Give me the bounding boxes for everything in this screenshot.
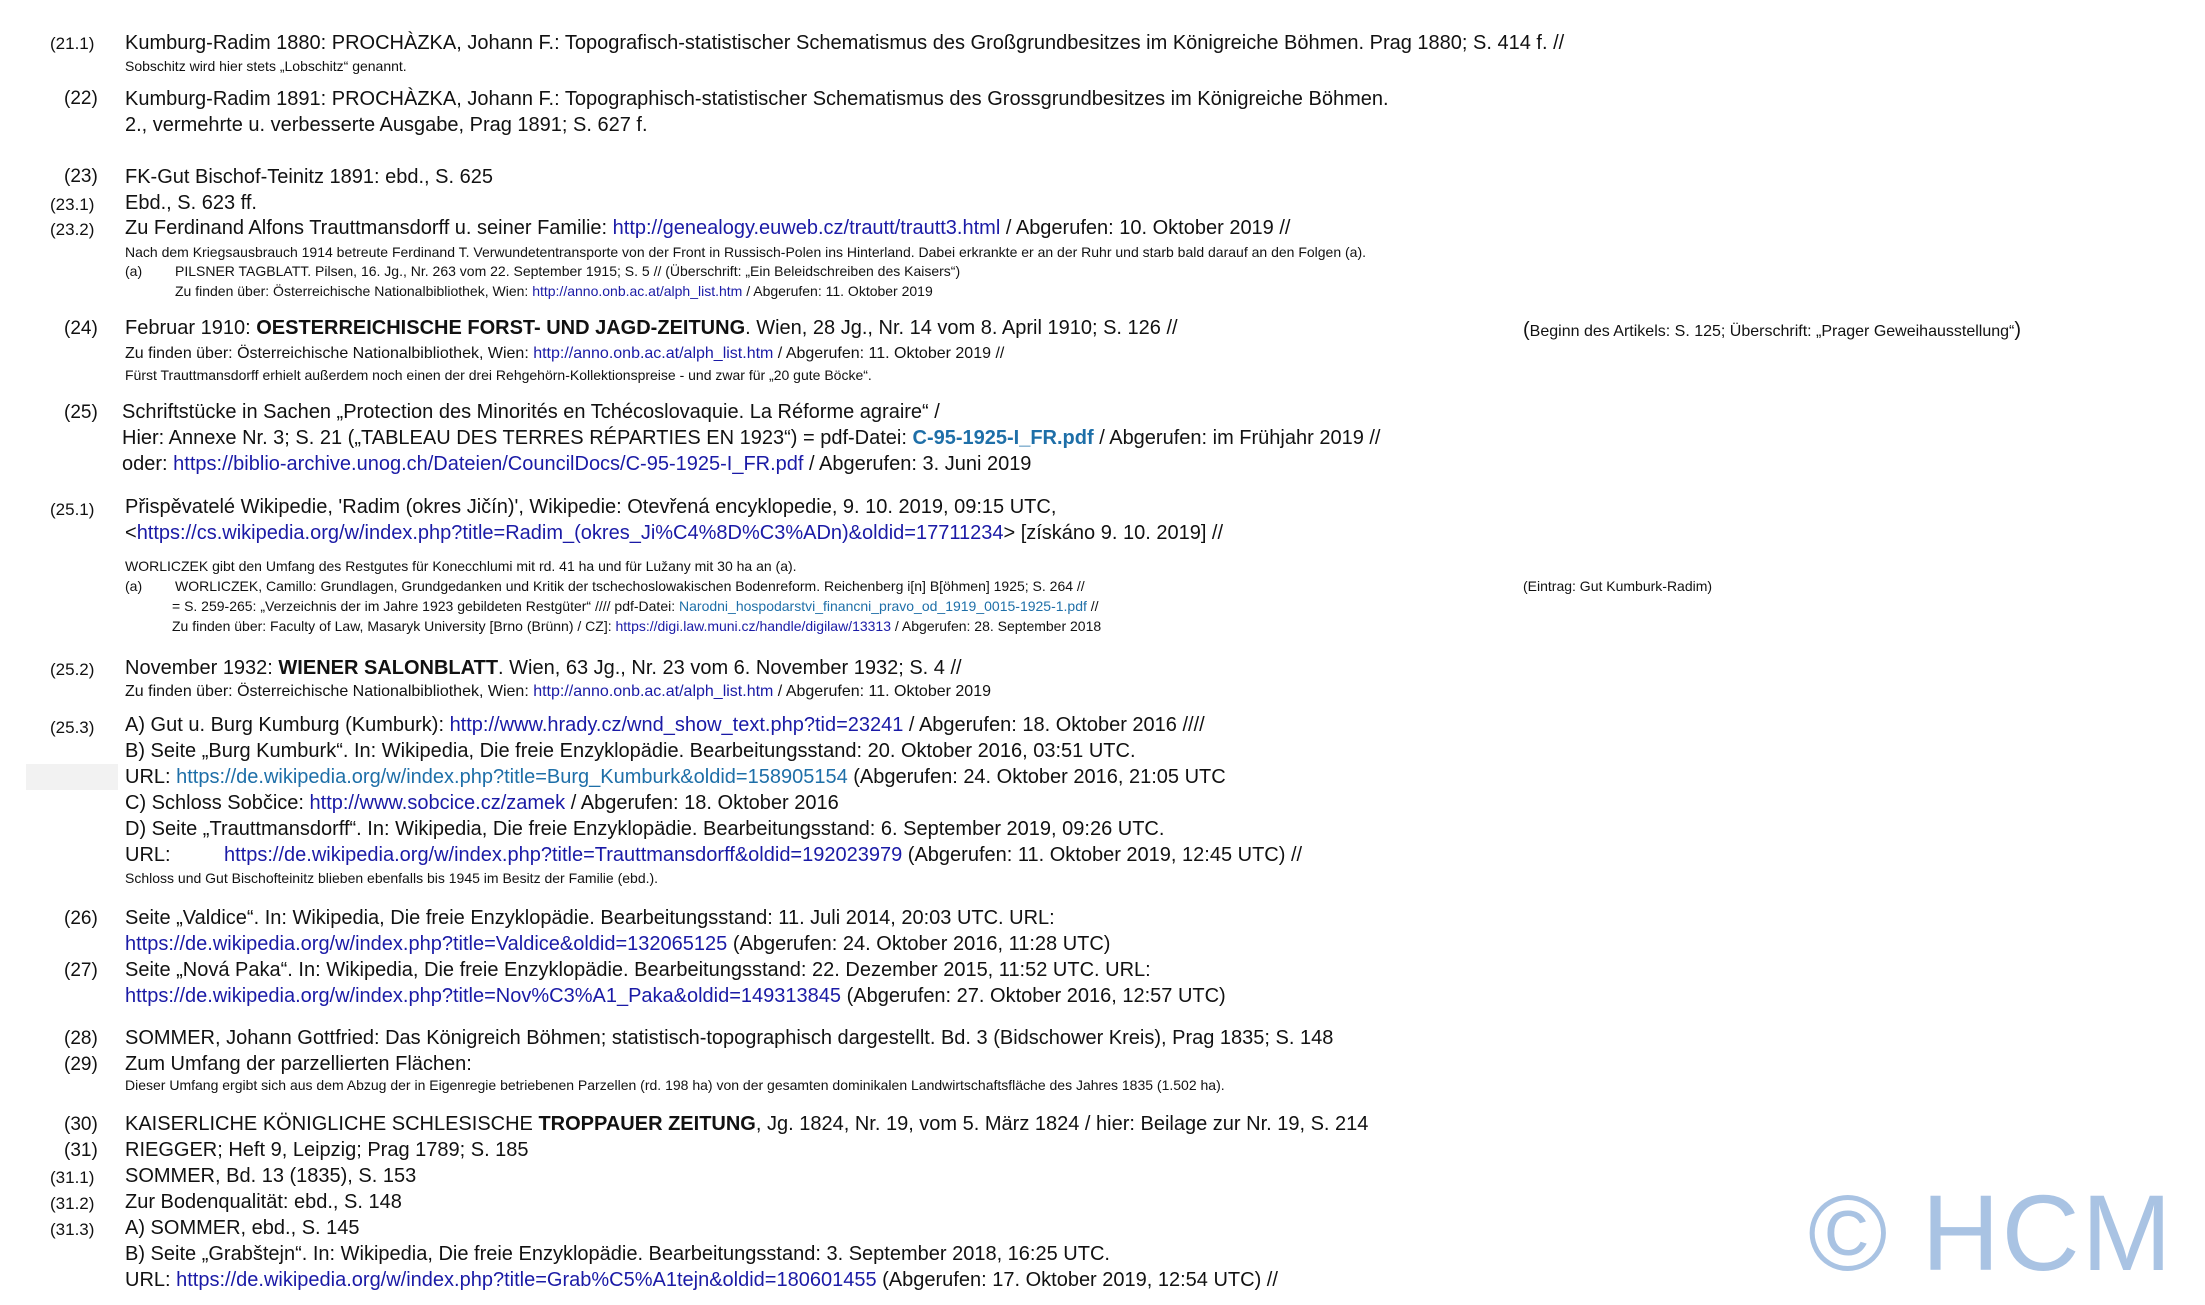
footnote-text: Seite „Nová Paka“. In: Wikipedia, Die freie Enzyklopädie. Bearbeitungsstand: 22. Dezember 2015, 11:52 UTC. URL: [125, 959, 1151, 981]
pdf-file-link[interactable]: Narodni_hospodarstvi_financni_pravo_od_1919_0015-1925-1.pdf [679, 598, 1087, 614]
footnote-number: (25.2) [50, 660, 95, 679]
note-label: (a) [125, 578, 143, 594]
text: (Abgerufen: 11. Oktober 2019, 12:45 UTC) // [902, 844, 1303, 866]
footnote-number: (31) [64, 1140, 98, 1161]
footnote-note: PILSNER TAGBLATT. Pilsen, 16. Jg., Nr. 263 vom 22. September 1915; S. 5 // (Überschrift: „Ein Beleidschreiben des Kaisers“) [175, 263, 961, 279]
footnote-text [125, 316, 1178, 340]
text: . Wien, 28 Jg., Nr. 14 vom 8. April 1910; S. 126 // [745, 317, 1178, 339]
wikipedia-trauttmansdorff-link[interactable]: https://de.wikipedia.org/w/index.php?title=Trauttmansdorff&oldid=192023979 [224, 844, 903, 866]
footnote-number: (31.3) [50, 1220, 95, 1239]
digilaw-link[interactable]: https://digi.law.muni.cz/handle/digilaw/13313 [615, 618, 892, 634]
text: C) Schloss Sobčice: [125, 792, 310, 814]
text: < [125, 522, 137, 544]
footnote-number: (25) [64, 402, 98, 423]
footnote-number: (23) [64, 166, 98, 187]
text: (Abgerufen: 24. Oktober 2016, 11:28 UTC) [727, 933, 1111, 955]
footnote-text [125, 1268, 1278, 1292]
text: > [získáno 9. 10. 2019] // [1003, 522, 1224, 544]
text: / Abgerufen: im Frühjahr 2019 // [1093, 427, 1381, 449]
footnote-number: (23.2) [50, 220, 95, 239]
text: November 1932: [125, 657, 279, 679]
anno-link[interactable]: http://anno.onb.ac.at/alph_list.htm [533, 683, 774, 700]
text: / Abgerufen: 18. Oktober 2016 [565, 792, 839, 814]
footnote-text: Schriftstücke in Sachen „Protection des Minorités en Tchécoslovaquie. La Réforme agraire“ / [122, 401, 940, 423]
pdf-file-link[interactable]: C-95-1925-I_FR.pdf [912, 427, 1094, 449]
footnote-number: (30) [64, 1114, 98, 1135]
text: Zu finden über: Österreichische Nationalbibliothek, Wien: [175, 283, 533, 299]
text: KAISERLICHE KÖNIGLICHE SCHLESISCHE [125, 1113, 539, 1135]
text: Zu finden über: Österreichische Nationalbibliothek, Wien: [125, 683, 534, 700]
footnote-number: (27) [64, 960, 98, 981]
footnote-number: (22) [64, 88, 98, 109]
footnote-note: WORLICZEK, Camillo: Grundlagen, Grundgedanken und Kritik der tschechoslowakischen Bodenreform. Reichenberg i[n] B[öhmen] 1925; S. 264 // [175, 578, 1085, 594]
wikipedia-cs-link[interactable]: https://cs.wikipedia.org/w/index.php?title=Radim_(okres_Ji%C4%8D%C3%ADn)&oldid=17711234 [136, 522, 1004, 544]
footnote-text [122, 426, 1380, 450]
footnote-note: Sobschitz wird hier stets „Lobschitz“ genannt. [125, 58, 407, 74]
text: / Abgerufen: 28. September 2018 [891, 618, 1102, 634]
hrady-link[interactable]: http://www.hrady.cz/wnd_show_text.php?tid=23241 [449, 714, 904, 736]
newspaper-title: WIENER SALONBLATT [278, 657, 499, 679]
footnote-text: FK-Gut Bischof-Teinitz 1891: ebd., S. 625 [125, 166, 493, 188]
text: Zu Ferdinand Alfons Trauttmansdorff u. seiner Familie: [125, 217, 613, 239]
text: Februar 1910: [125, 317, 257, 339]
footnote-note: Dieser Umfang ergibt sich aus dem Abzug der in Eigenregie betriebenen Parzellen (rd. 198 ha) von der gesamten dominikalen Landwirtschaftsfläche des Jahres 1835 (1.502 ha). [125, 1077, 1225, 1093]
footnote-number: (31.2) [50, 1194, 95, 1213]
anno-link[interactable]: http://anno.onb.ac.at/alph_list.htm [533, 345, 774, 362]
footnote-text [122, 452, 1031, 476]
text: / Abgerufen: 18. Oktober 2016 //// [903, 714, 1205, 736]
footnote-number: (26) [64, 908, 98, 929]
text: (Abgerufen: 27. Oktober 2016, 12:57 UTC) [841, 985, 1226, 1007]
footnote-number: (29) [64, 1054, 98, 1075]
footnote-note: Schloss und Gut Bischofteinitz blieben ebenfalls bis 1945 im Besitz der Familie (ebd.). [125, 870, 659, 886]
footnote-text: D) Seite „Trauttmansdorff“. In: Wikipedia, Die freie Enzyklopädie. Bearbeitungsstand: 6. September 2019, 09:26 UTC. [125, 818, 1165, 840]
text: / Abgerufen: 11. Oktober 2019 // [773, 345, 1005, 362]
footnote-text: SOMMER, Bd. 13 (1835), S. 153 [125, 1165, 417, 1187]
footnote-text: B) Seite „Grabštejn“. In: Wikipedia, Die freie Enzyklopädie. Bearbeitungsstand: 3. September 2018, 16:25 UTC. [125, 1243, 1110, 1265]
footnote-number: (25.1) [50, 500, 95, 519]
text: / Abgerufen: 11. Oktober 2019 [742, 283, 933, 299]
text: Hier: Annexe Nr. 3; S. 21 („TABLEAU DES TERRES RÉPARTIES EN 1923“) = pdf-Datei: [122, 427, 913, 449]
footnote-note: WORLICZEK gibt den Umfang des Restgutes für Konecchlumi mit rd. 41 ha und für Lužany mit 30 ha an (a). [125, 558, 797, 574]
url-label: URL: [125, 1269, 177, 1291]
side-note: (Eintrag: Gut Kumburk-Radim) [1523, 578, 1713, 594]
footnote-text: Zum Umfang der parzellierten Flächen: [125, 1053, 472, 1075]
footnote-text [125, 932, 1110, 956]
footnote-text [125, 984, 1226, 1008]
footnote-text: Zur Bodenqualität: ebd., S. 148 [125, 1191, 402, 1213]
text: / Abgerufen: 3. Juni 2019 [803, 453, 1032, 475]
unog-archive-link[interactable]: https://biblio-archive.unog.ch/Dateien/CouncilDocs/C-95-1925-I_FR.pdf [173, 453, 804, 475]
footnote-text [224, 843, 1302, 867]
footnote-note: Fürst Trauttmansdorff erhielt außerdem noch einen der drei Rehgehörn-Kollektionspreise - und zwar für „20 gute Böcke“. [125, 367, 872, 383]
footnote-number: (31.1) [50, 1168, 95, 1187]
footnote-text [125, 791, 839, 815]
note-label: (a) [125, 263, 143, 279]
footnote-note [125, 682, 991, 702]
footnote-text: B) Seite „Burg Kumburk“. In: Wikipedia, Die freie Enzyklopädie. Bearbeitungsstand: 20. Oktober 2016, 03:51 UTC. [125, 740, 1136, 762]
footnote-number: (23.1) [50, 195, 95, 214]
text: A) Gut u. Burg Kumburg (Kumburk): [125, 714, 450, 736]
text: , Jg. 1824, Nr. 19, vom 5. März 1824 / hier: Beilage zur Nr. 19, S. 214 [755, 1113, 1369, 1135]
text: . Wien, 63 Jg., Nr. 23 vom 6. November 1932; S. 4 // [498, 657, 962, 679]
footnote-text: Kumburg-Radim 1891: PROCHÀZKA, Johann F.: Topographisch-statistischer Schematismus des Grossgrundbesitzes im Königreiche Böhmen. [125, 88, 1389, 110]
footnote-text [125, 765, 1226, 789]
footnote-note [125, 344, 1004, 364]
footnote-text: SOMMER, Johann Gottfried: Das Königreich Böhmen; statistisch-topographisch dargestellt. Bd. 3 (Bidschower Kreis), Prag 1835; S. 148 [125, 1027, 1334, 1049]
footnote-number: (28) [64, 1028, 98, 1049]
text: (Abgerufen: 17. Oktober 2019, 12:54 UTC) // [876, 1269, 1278, 1291]
newspaper-title: OESTERREICHISCHE FORST- UND JAGD-ZEITUNG [256, 317, 746, 339]
text: Zu finden über: Österreichische Nationalbibliothek, Wien: [125, 345, 534, 362]
genealogy-link[interactable]: http://genealogy.euweb.cz/trautt/trautt3.html [612, 217, 1001, 239]
text: oder: [122, 453, 174, 475]
footnote-text [125, 521, 1223, 545]
paren: ) [2014, 319, 2022, 341]
footnote-text [125, 656, 962, 680]
wikipedia-valdice-link[interactable]: https://de.wikipedia.org/w/index.php?title=Valdice&oldid=132065125 [125, 933, 728, 955]
copyright-watermark: © HCM [1808, 1172, 2174, 1293]
footnote-note [172, 597, 1099, 615]
footnote-text: Ebd., S. 623 ff. [125, 192, 257, 214]
footnote-note [175, 282, 933, 300]
paren: ( [1523, 319, 1530, 341]
footnote-number: (24) [64, 318, 98, 339]
anno-link[interactable]: http://anno.onb.ac.at/alph_list.htm [532, 283, 743, 299]
footnote-number: (25.3) [50, 718, 95, 737]
wikipedia-burg-kumburk-link[interactable]: https://de.wikipedia.org/w/index.php?title=Burg_Kumburk&oldid=158905154 [176, 766, 848, 788]
footnote-text [125, 1112, 1368, 1136]
footnote-note [172, 617, 1101, 635]
footnote-text: 2., vermehrte u. verbesserte Ausgabe, Prag 1891; S. 627 f. [125, 114, 648, 136]
text: = S. 259-265: „Verzeichnis der im Jahre 1923 gebildeten Restgüter“ //// pdf-Datei: [172, 598, 680, 614]
footnote-number: (21.1) [50, 34, 95, 53]
wikipedia-grabstejn-link[interactable]: https://de.wikipedia.org/w/index.php?title=Grab%C5%A1tejn&oldid=180601455 [176, 1269, 877, 1291]
highlight-box [26, 764, 118, 790]
url-label: URL: [125, 766, 177, 788]
footnote-text: A) SOMMER, ebd., S. 145 [125, 1217, 360, 1239]
text: Beginn des Artikels: S. 125; Überschrift: „Prager Geweihausstellung“ [1529, 323, 2015, 340]
footnote-text: Seite „Valdice“. In: Wikipedia, Die freie Enzyklopädie. Bearbeitungsstand: 11. Juli 2014, 20:03 UTC. URL: [125, 907, 1055, 929]
text: // [1086, 598, 1099, 614]
text: (Abgerufen: 24. Oktober 2016, 21:05 UTC [847, 766, 1226, 788]
footnote-text: RIEGGER; Heft 9, Leipzig; Prag 1789; S. 185 [125, 1139, 529, 1161]
side-note [1523, 318, 2021, 342]
footnote-text: Kumburg-Radim 1880: PROCHÀZKA, Johann F.: Topografisch-statistischer Schematismus des Großgrundbesitzes im Königreiche Böhmen. Prag 1880; S. 414 f. // [125, 32, 1565, 54]
wikipedia-nova-paka-link[interactable]: https://de.wikipedia.org/w/index.php?title=Nov%C3%A1_Paka&oldid=149313845 [125, 985, 842, 1007]
footnote-text [125, 216, 1290, 240]
sobcice-link[interactable]: http://www.sobcice.cz/zamek [309, 792, 566, 814]
text: / Abgerufen: 11. Oktober 2019 [773, 683, 991, 700]
footnote-text [125, 713, 1205, 737]
text: / Abgerufen: 10. Oktober 2019 // [1000, 217, 1291, 239]
footnote-note: Nach dem Kriegsausbrauch 1914 betreute Ferdinand T. Verwundetentransporte von der Front in Russisch-Polen ins Hinterland. Dabei erkrankte er an der Ruhr und starb bald darauf an den Folgen (a). [125, 244, 1367, 260]
newspaper-title: TROPPAUER ZEITUNG [538, 1113, 756, 1135]
text: Zu finden über: Faculty of Law, Masaryk University [Brno (Brünn) / CZ]: [172, 618, 616, 634]
url-label: URL: [125, 844, 171, 866]
footnote-text: Přispěvatelé Wikipedie, 'Radim (okres Jičín)', Wikipedie: Otevřená encyklopedie, 9. 10. 2019, 09:15 UTC, [125, 496, 1057, 518]
